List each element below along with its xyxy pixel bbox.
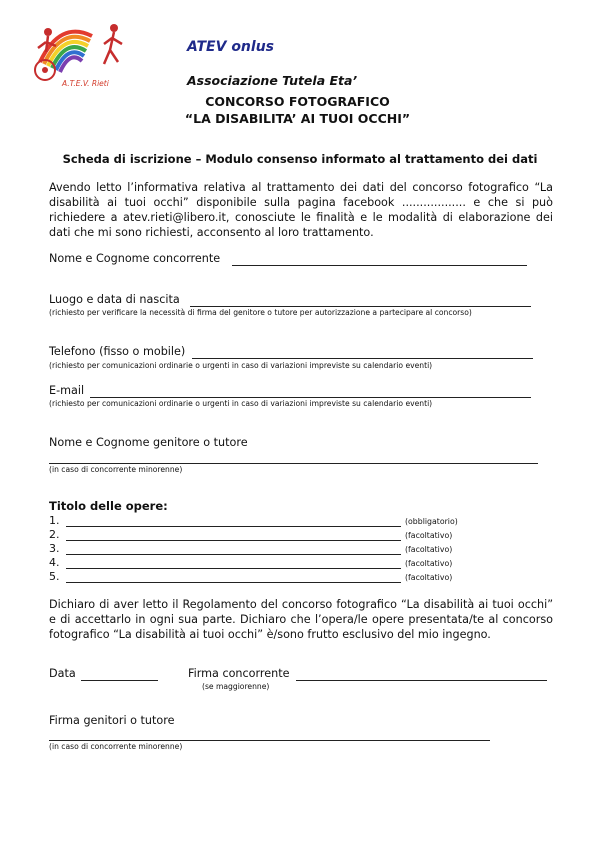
- birth-note: (richiesto per verificare la necessità di firma del genitore o tutore per autorizzazione a partecipare al concorso): [49, 308, 472, 317]
- atev-logo: [30, 18, 130, 96]
- guardian-signature-label: Firma genitori o tutore: [49, 714, 175, 727]
- work-title-field-1[interactable]: [66, 526, 401, 527]
- guardian-note: (in caso di concorrente minorenne): [49, 465, 183, 474]
- work-number: 4.: [49, 556, 60, 569]
- email-label: E-mail: [49, 384, 85, 397]
- contest-title-line1: CONCORSO FOTOGRAFICO: [205, 94, 390, 109]
- birth-field[interactable]: [190, 306, 531, 307]
- work-title-field-5[interactable]: [66, 582, 401, 583]
- work-title-field-3[interactable]: [66, 554, 401, 555]
- email-field[interactable]: [90, 397, 531, 398]
- work-tag: (facoltativo): [405, 545, 453, 554]
- guardian-signature-field[interactable]: [49, 740, 490, 741]
- contest-title-line2: “LA DISABILITA’ AI TUOI OCCHI”: [184, 111, 411, 126]
- declaration-paragraph: Dichiaro di aver letto il Regolamento del concorso fotografico “La disabilità ai tuoi occhi” e di accettarlo in ogni sua parte. Dichiaro che l’opera/le opere presentata/te al concorso fotografico “La disabilità ai tuoi occhi” è/sono frutto esclusivo del mio ingegno.: [49, 598, 553, 641]
- work-number: 1.: [49, 514, 60, 527]
- association-name: Associazione Tutela Eta’: [187, 73, 358, 88]
- signature-label: Firma concorrente: [188, 667, 290, 680]
- guardian-label: Nome e Cognome genitore o tutore: [49, 436, 248, 449]
- phone-note: (richiesto per comunicazioni ordinarie o urgenti in caso di variazioni impreviste su calendario eventi): [49, 361, 433, 370]
- phone-label: Telefono (fisso o mobile): [49, 345, 186, 358]
- signature-field[interactable]: [296, 680, 547, 681]
- email-note: (richiesto per comunicazioni ordinarie o urgenti in caso di variazioni impreviste su calendario eventi): [49, 399, 433, 408]
- work-number: 2.: [49, 528, 60, 541]
- work-title-field-4[interactable]: [66, 568, 401, 569]
- work-tag: (facoltativo): [405, 531, 453, 540]
- work-number: 3.: [49, 542, 60, 555]
- form-title: Scheda di iscrizione – Modulo consenso informato al trattamento dei dati: [62, 152, 538, 166]
- work-tag: (obbligatorio): [405, 517, 458, 526]
- work-title-field-2[interactable]: [66, 540, 401, 541]
- name-label: Nome e Cognome concorrente: [49, 252, 221, 265]
- intro-paragraph: Avendo letto l’informativa relativa al trattamento dei dati del concorso fotografico “La disabilità ai tuoi occhi” disponibile sulla pagina facebook .................. e che si può richiedere a atev.rieti@libero.it, conosciute le finalità e le modalità di elaborazione dei dati che mi sono richiesti, acconsento al loro trattamento.: [49, 181, 553, 239]
- phone-field[interactable]: [192, 358, 533, 359]
- work-tag: (facoltativo): [405, 573, 453, 582]
- birth-label: Luogo e data di nascita: [49, 293, 180, 306]
- logo-text: A.T.E.V. Rieti: [62, 79, 109, 88]
- org-name: ATEV onlus: [187, 39, 275, 55]
- name-field[interactable]: [232, 265, 527, 266]
- date-field[interactable]: [81, 680, 158, 681]
- date-label: Data: [49, 667, 76, 680]
- signature-note: (se maggiorenne): [202, 682, 270, 691]
- work-tag: (facoltativo): [405, 559, 453, 568]
- work-number: 5.: [49, 570, 60, 583]
- guardian-signature-note: (in caso di concorrente minorenne): [49, 742, 183, 751]
- guardian-field[interactable]: [49, 463, 538, 464]
- works-title: Titolo delle opere:: [49, 499, 168, 513]
